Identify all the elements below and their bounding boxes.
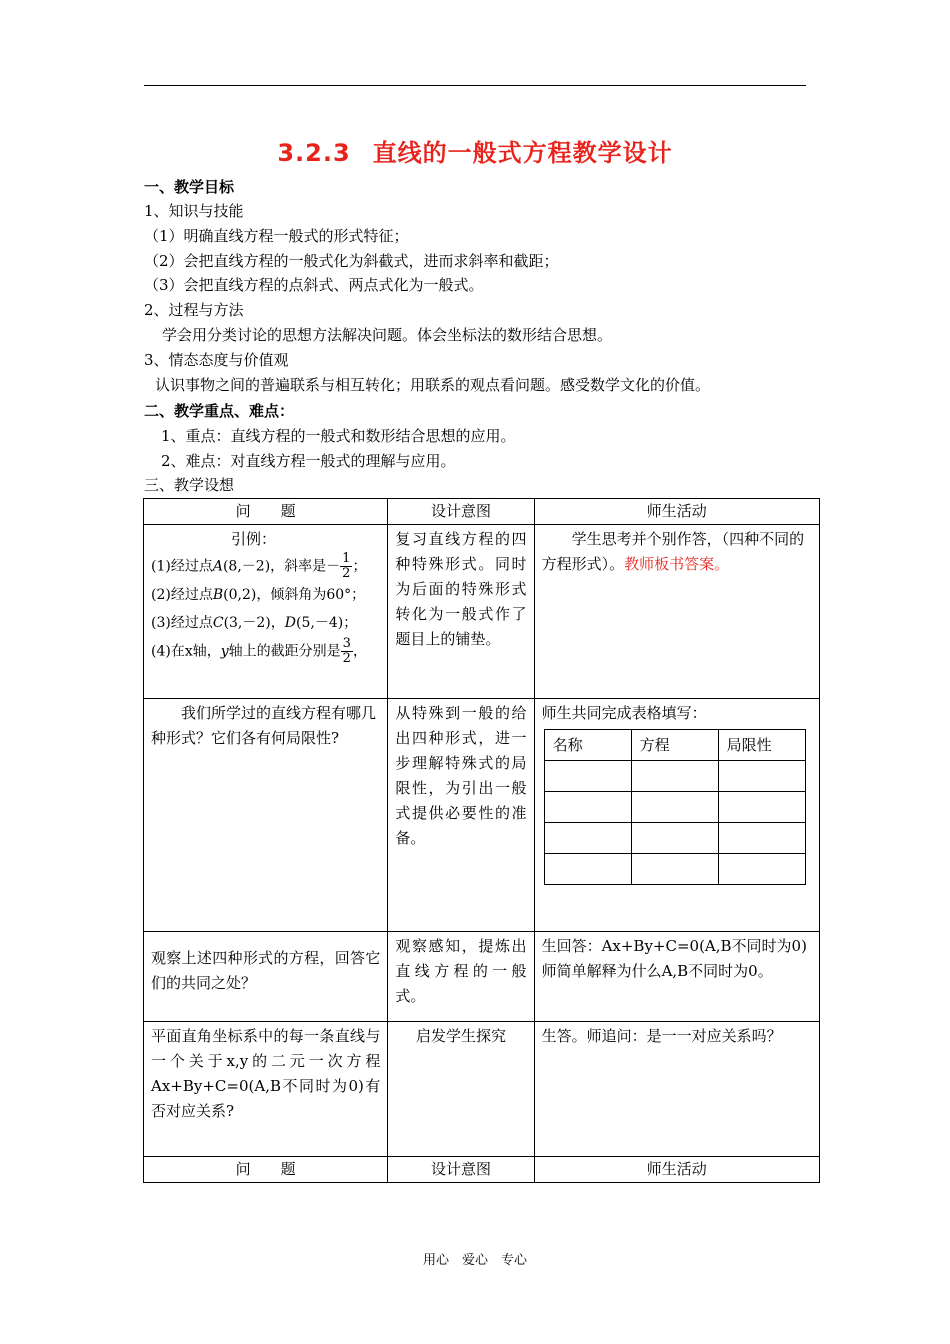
fraction-half: $\frac{1}{2}$ [342,551,351,581]
page-footer: 用心 爱心 专心 [422,1253,527,1268]
example-cell [144,525,388,699]
question-cell: 我们所学过的直线方程有哪几种形式？它们各有何局限性? [144,699,388,932]
goal-item-2: （2）会把直线方程的一般式化为斜截式，进而求斜率和截距； [144,252,559,270]
header-intent: 设计意图 [388,1157,534,1183]
forms-table-header: 名称 方程 局限性 [544,730,805,761]
title-text: 直线的一般式方程教学设计 [372,139,673,167]
table-row [144,699,820,932]
teaching-design-table [143,498,820,1183]
goal-item-1: （1）明确直线方程一般式的形式特征； [144,227,409,245]
example-3: (3)经过点C(3,－2)，D(5,－4)； [151,615,358,631]
subsection-attitude: 3、情态态度与价值观 [144,351,289,369]
table-footer-header-row [144,1157,820,1183]
key-point: 1、重点：直线方程的一般式和数形结合思想的应用。 [161,427,516,445]
title-number: 3.2.3 [277,139,351,167]
forms-table-row [544,854,805,885]
header-rule [144,85,806,86]
activity-text: 师生共同完成表格填写： [541,704,707,722]
forms-table-row [544,823,805,854]
intent-cell: 观察感知，提炼出直线方程的一般式。 [388,932,534,1022]
forms-table-row [544,761,805,792]
subsection-process: 2、过程与方法 [144,301,244,319]
example-2: (2)经过点B(0,2)，倾斜角为60°； [151,587,366,603]
header-question: 问 题 [144,1157,388,1183]
header-question: 问 题 [144,499,388,525]
activity-cell: 生回答：Ax+By+C=0(A,B不同时为0) 师简单解释为什么A,B不同时为0。 [534,932,819,1022]
goal-item-3: （3）会把直线方程的点斜式、两点式化为一般式。 [144,276,484,294]
example-1: (1)经过点A(8,－2)，斜率是－ $\frac{1}{2}$ ； [151,551,367,581]
activity-cell: 学生思考并个别作答，（四种不同的方程形式）。教师板书答案。 [534,525,819,699]
question-cell: 观察上述四种形式的方程，回答它们的共同之处？ [144,932,388,1022]
forms-table [544,729,806,885]
intent-cell: 启发学生探究 [388,1022,534,1157]
table-row [144,525,820,699]
table-header-row [144,499,820,525]
example-intro: 引例： [231,530,277,548]
subsection-knowledge: 1、知识与技能 [144,202,244,220]
intent-cell: 从特殊到一般的给出四种形式，进一步理解特殊式的局限性，为引出一般式提供必要性的准备。 [388,699,534,932]
section-2-heading: 二、教学重点、难点： [144,402,295,420]
process-text: 学会用分类讨论的思想方法解决问题。体会坐标法的数形结合思想。 [162,326,613,344]
intent-cell: 复习直线方程的四种特殊形式。同时为后面的特殊形式转化为一般式作了题目上的铺垫。 [388,525,534,699]
page-title [0,133,950,168]
fraction-three-halves: $\frac{3}{2}$ [342,636,351,666]
section-1-heading: 一、教学目标 [144,178,235,196]
activity-cell [534,699,819,932]
example-4: (4)在x轴，y轴上的截距分别是 $\frac{3}{2}$ ， [151,636,367,666]
section-3-heading: 三、教学设想 [144,476,235,494]
activity-cell: 生答。师追问：是一一对应关系吗？ [534,1022,819,1157]
table-row [144,932,820,1022]
header-activity: 师生活动 [534,1157,819,1183]
header-activity: 师生活动 [534,499,819,525]
attitude-text: 认识事物之间的普遍联系与相互转化；用联系的观点看问题。感受数学文化的价值。 [155,376,711,394]
teacher-board-note: 教师板书答案。 [624,555,730,573]
forms-table-row [544,792,805,823]
difficult-point: 2、难点：对直线方程一般式的理解与应用。 [161,452,456,470]
header-intent: 设计意图 [388,499,534,525]
table-row [144,1022,820,1157]
question-cell: 平面直角坐标系中的每一条直线与一个关于x,y的二元一次方程Ax+By+C=0(A,B不同时为0)有否对应关系? [144,1022,388,1157]
